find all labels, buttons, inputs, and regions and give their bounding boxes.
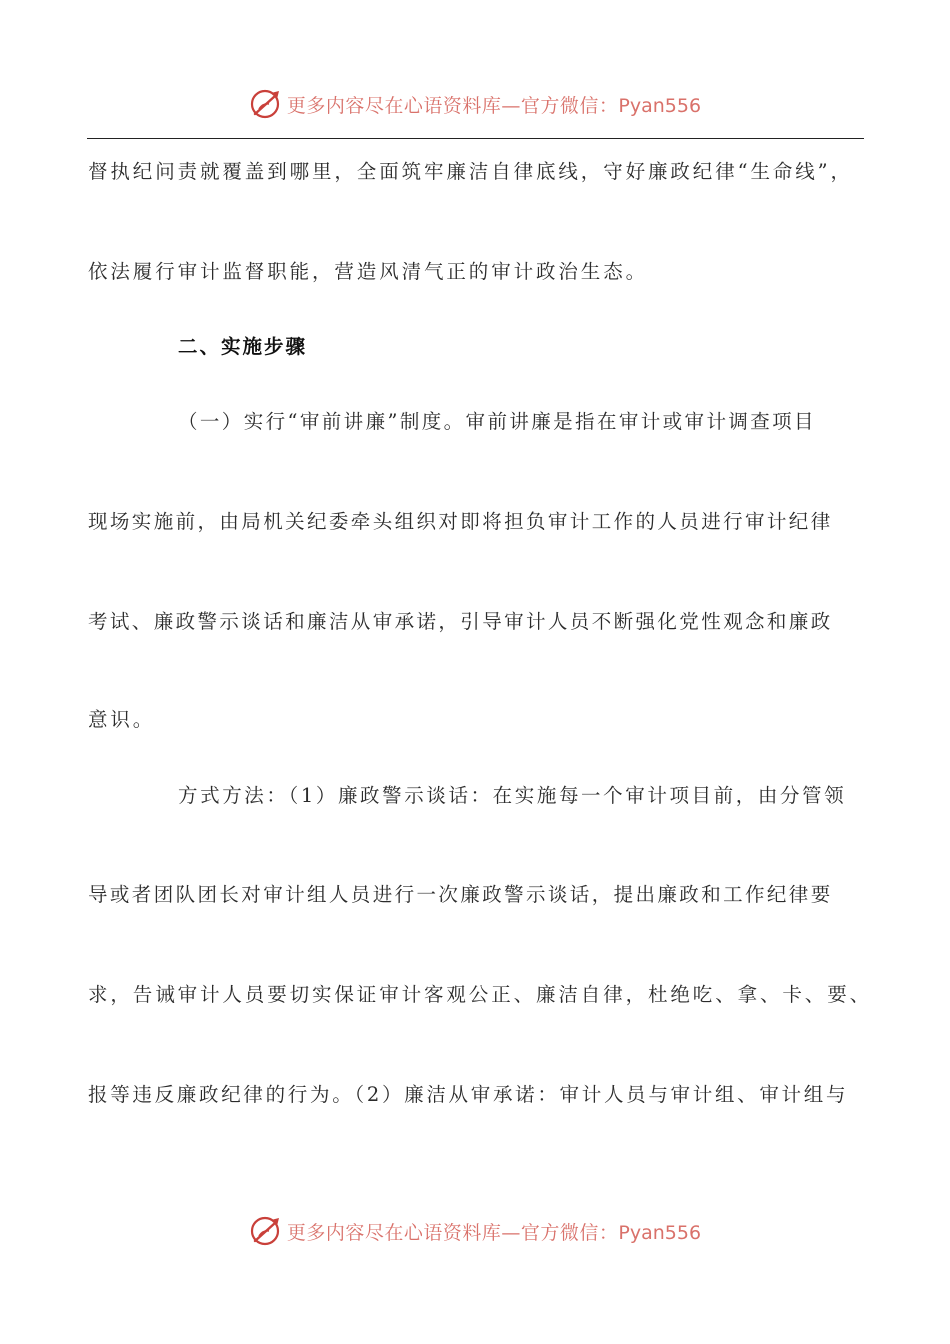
body-line-7: 方式方法：（1）廉政警示谈话：在实施每一个审计项目前，由分管领 <box>178 784 847 807</box>
header-divider <box>87 138 864 139</box>
footer-wechat-id: Pyan556 <box>618 1221 702 1244</box>
section-heading: 二、实施步骤 <box>178 335 308 358</box>
header-banner-text: 更多内容尽在心语资料库—官方微信：Pyan556 <box>286 94 702 117</box>
header-wechat-id: Pyan556 <box>618 94 702 117</box>
body-line-3: （一）实行“审前讲廉”制度。审前讲廉是指在审计或审计调查项目 <box>178 410 816 433</box>
body-line-1: 督执纪问责就覆盖到哪里，全面筑牢廉洁自律底线，守好廉政纪律“生命线”， <box>88 160 853 183</box>
footer-banner <box>0 1211 950 1251</box>
body-line-8: 导或者团队团长对审计组人员进行一次廉政警示谈话，提出廉政和工作纪律要 <box>88 883 833 906</box>
pen-logo-icon <box>249 87 283 121</box>
header-banner <box>0 84 950 124</box>
body-line-4: 现场实施前，由局机关纪委牵头组织对即将担负审计工作的人员进行审计纪律 <box>88 510 833 533</box>
body-line-10: 报等违反廉政纪律的行为。（2）廉洁从审承诺：审计人员与审计组、审计组与 <box>88 1083 849 1106</box>
body-line-9: 求，告诫审计人员要切实保证审计客观公正、廉洁自律，杜绝吃、拿、卡、要、 <box>88 983 873 1006</box>
body-line-2: 依法履行审计监督职能，营造风清气正的审计政治生态。 <box>88 260 649 283</box>
body-line-5: 考试、廉政警示谈话和廉洁从审承诺，引导审计人员不断强化党性观念和廉政 <box>88 610 833 633</box>
footer-banner-text: 更多内容尽在心语资料库—官方微信：Pyan556 <box>286 1221 702 1244</box>
pen-logo-icon <box>249 1214 283 1248</box>
body-line-6: 意识。 <box>88 708 156 731</box>
